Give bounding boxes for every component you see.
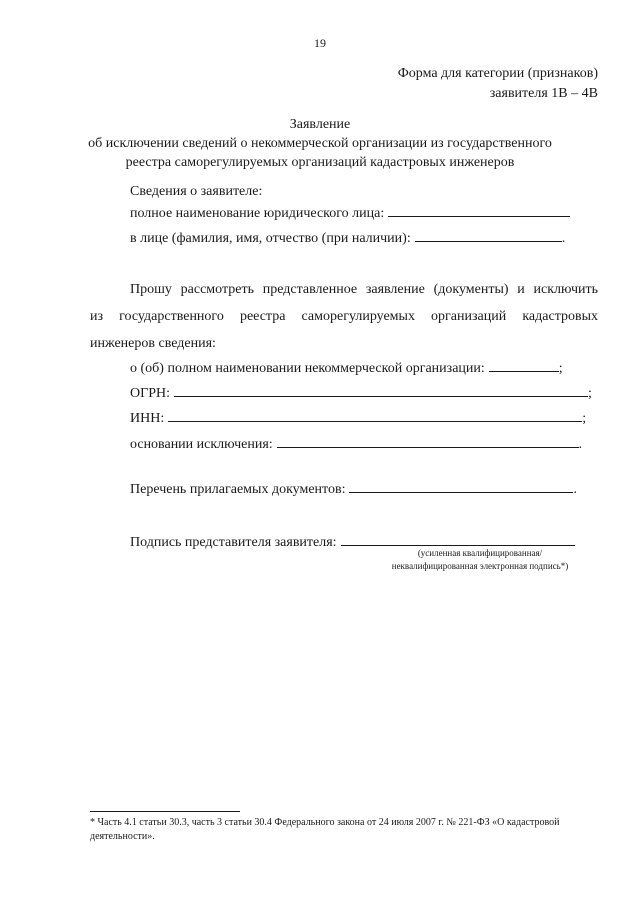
request-line2: из государственного реестра саморегулируемых организаций кадастровых: [90, 309, 598, 324]
signature-note-line1: (усиленная квалифицированная/: [417, 548, 543, 558]
request-line3: инженеров сведения:: [90, 336, 216, 351]
title-line1: Заявление: [289, 117, 351, 132]
ogrn-end: ;: [588, 386, 592, 401]
applicant-heading: Сведения о заявителе:: [130, 184, 263, 199]
request-line1: Прошу рассмотреть представленное заявление (документы) и исключить: [130, 282, 598, 297]
form-category: [398, 64, 598, 104]
person-field[interactable]: [415, 229, 562, 242]
inn-row: [130, 409, 586, 427]
reason-row: [130, 435, 582, 453]
inn-label: ИНН:: [130, 411, 165, 426]
person-row: [130, 229, 565, 247]
page-number: 19: [314, 36, 326, 50]
signature-field[interactable]: [341, 533, 575, 546]
documents-end: .: [573, 482, 577, 497]
form-category-line1: Форма для категории (признаков): [397, 66, 598, 81]
footnote: * Часть 4.1 статьи 30.3, часть 3 статьи 30.4 Федерального закона от 24 июля 2007 г. № 221-ФЗ «О кадастровой деятельности».: [90, 817, 560, 842]
reason-field[interactable]: [277, 435, 579, 448]
documents-field[interactable]: [349, 480, 573, 493]
org-name-label: о (об) полном наименовании некоммерческой организации:: [130, 361, 485, 376]
title-line2: об исключении сведений о некоммерческой организации из государственного: [88, 136, 552, 151]
form-category-line2: заявителя 1В – 4В: [489, 86, 598, 101]
org-name-row: [130, 359, 563, 377]
title-line3: реестра саморегулируемых организаций кадастровых инженеров: [125, 155, 515, 170]
documents-label: Перечень прилагаемых документов:: [130, 482, 346, 497]
person-end: .: [561, 231, 566, 246]
legal-name-row: [130, 204, 570, 222]
legal-name-label: полное наименование юридического лица:: [130, 206, 385, 221]
documents-row: [130, 480, 577, 498]
org-name-field[interactable]: [489, 359, 559, 372]
request-paragraph: [90, 276, 598, 357]
ogrn-field[interactable]: [174, 384, 588, 397]
reason-label: основании исключения:: [130, 437, 273, 452]
inn-end: ;: [582, 411, 587, 426]
signature-note-line2: неквалифицированная электронная подпись*): [391, 561, 569, 571]
org-name-end: ;: [558, 361, 563, 376]
document-title: [0, 115, 640, 172]
reason-end: .: [578, 437, 583, 452]
signature-label: Подпись представителя заявителя:: [130, 535, 337, 550]
signature-note: [360, 547, 600, 573]
inn-field[interactable]: [168, 409, 582, 422]
ogrn-row: [130, 384, 592, 402]
person-label: в лице (фамилия, имя, отчество (при наличии):: [130, 231, 411, 246]
legal-name-field[interactable]: [388, 204, 570, 217]
ogrn-label: ОГРН:: [130, 386, 170, 401]
footnote-divider: [90, 811, 240, 812]
